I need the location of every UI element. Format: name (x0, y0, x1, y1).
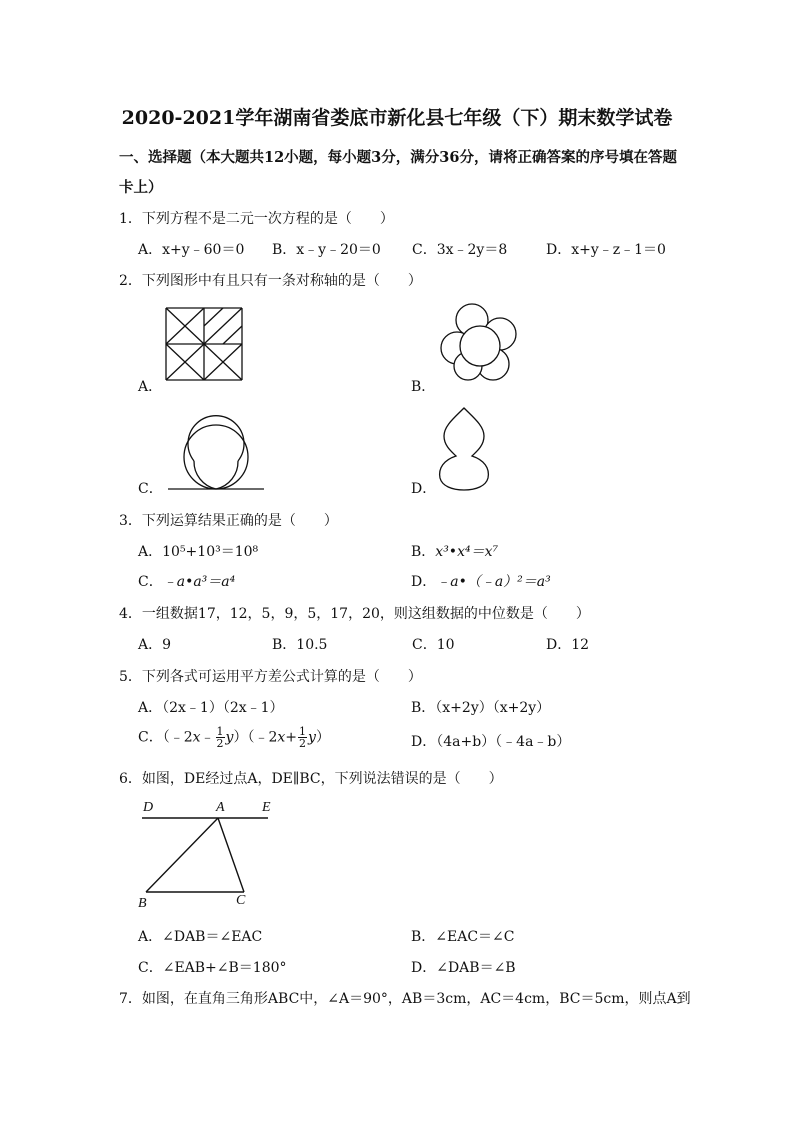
q3-option-a-expr: 10⁵+10³＝10⁸ (162, 544, 259, 560)
page-title: 2020-2021学年湖南省娄底市新化县七年级（下）期末数学试卷 (121, 107, 673, 129)
q2-option-a-label: A． (138, 379, 163, 395)
q6-figure-parallel-lines-triangle (138, 796, 278, 912)
q3-option-d: D．﹣a•（﹣a）²＝a³ (411, 574, 551, 590)
q6-label-c: C (236, 893, 246, 908)
q2-figure-c-three-arcs (166, 405, 266, 493)
q5-option-d: D．（4a+b）（﹣4a﹣b） (411, 734, 571, 750)
q3-option-b-expr: x³•x⁴＝x⁷ (435, 544, 499, 560)
q2-figure-a-grid-triangles (166, 306, 244, 382)
q1-option-c: C．3x﹣2y＝8 (412, 242, 508, 258)
q6-label-d: D (143, 800, 154, 815)
q2-option-b-label: B． (411, 379, 436, 395)
q5-option-a: A．（2x﹣1）（2x﹣1） (138, 700, 284, 716)
q6-label-e: E (262, 800, 271, 815)
q6-option-a: A．∠DAB＝∠EAC (138, 929, 263, 945)
section-heading-line2: 卡上） (119, 179, 163, 196)
q6-option-c: C．∠EAB+∠B＝180° (138, 960, 287, 976)
question-2-stem: 2．下列图形中有且只有一条对称轴的是（ ） (119, 273, 422, 289)
question-4-stem: 4．一组数据17，12，5，9，5，17，20，则这组数据的中位数是（ ） (119, 606, 590, 622)
q4-option-b: B．10.5 (272, 637, 328, 653)
q4-option-a: A．9 (138, 637, 172, 653)
q3-option-b: B．x³•x⁴＝x⁷ (411, 544, 499, 560)
q5-option-b: B．（x+2y）（x+2y） (411, 700, 551, 716)
q5-option-c: C．（﹣2x﹣ $\frac{1}{2}$ y）（﹣2x+ $\frac{1}{2}$ y） (138, 725, 330, 750)
q4-option-d: D．12 (546, 637, 590, 653)
question-3-stem: 3．下列运算结果正确的是（ ） (119, 513, 338, 529)
q2-option-d-label: D． (411, 481, 437, 497)
q3-option-c-expr: ﹣a•a³＝a⁴ (162, 574, 236, 590)
question-6-stem: 6．如图，DE经过点A，DE∥BC，下列说法错误的是（ ） (119, 771, 503, 787)
q3-option-a: A．10⁵+10³＝10⁸ (138, 544, 259, 560)
q2-figure-d-gourd (436, 406, 492, 492)
q6-label-b: B (138, 896, 147, 911)
q1-option-b: B．x﹣y﹣20＝0 (272, 242, 381, 258)
question-1-stem: 1．下列方程不是二元一次方程的是（ ） (119, 211, 394, 227)
q6-option-d: D．∠DAB＝∠B (411, 960, 516, 976)
q5-fraction-half-2: $\frac{1}{2}$ (299, 725, 307, 750)
q1-option-a: A．x+y﹣60＝0 (138, 242, 245, 258)
q3-option-d-expr: ﹣a•（﹣a）²＝a³ (436, 574, 551, 590)
q1-option-d: D．x+y﹣z﹣1＝0 (546, 242, 666, 258)
question-7-stem: 7．如图，在直角三角形ABC中，∠A＝90°，AB＝3cm，AC＝4cm，BC＝5cm，则点A到 (119, 991, 691, 1007)
q5-fraction-half-1: $\frac{1}{2}$ (216, 725, 224, 750)
q3-option-c: C．﹣a•a³＝a⁴ (138, 574, 236, 590)
q6-label-a: A (216, 800, 225, 815)
q6-option-b: B．∠EAC＝∠C (411, 929, 515, 945)
question-5-stem: 5．下列各式可运用平方差公式计算的是（ ） (119, 669, 422, 685)
q2-option-c-label: C． (138, 481, 163, 497)
q2-figure-b-flower (438, 302, 522, 386)
section-heading-line1: 一、选择题（本大题共12小题，每小题3分，满分36分，请将正确答案的序号填在答题 (119, 149, 677, 166)
q4-option-c: C．10 (412, 637, 455, 653)
